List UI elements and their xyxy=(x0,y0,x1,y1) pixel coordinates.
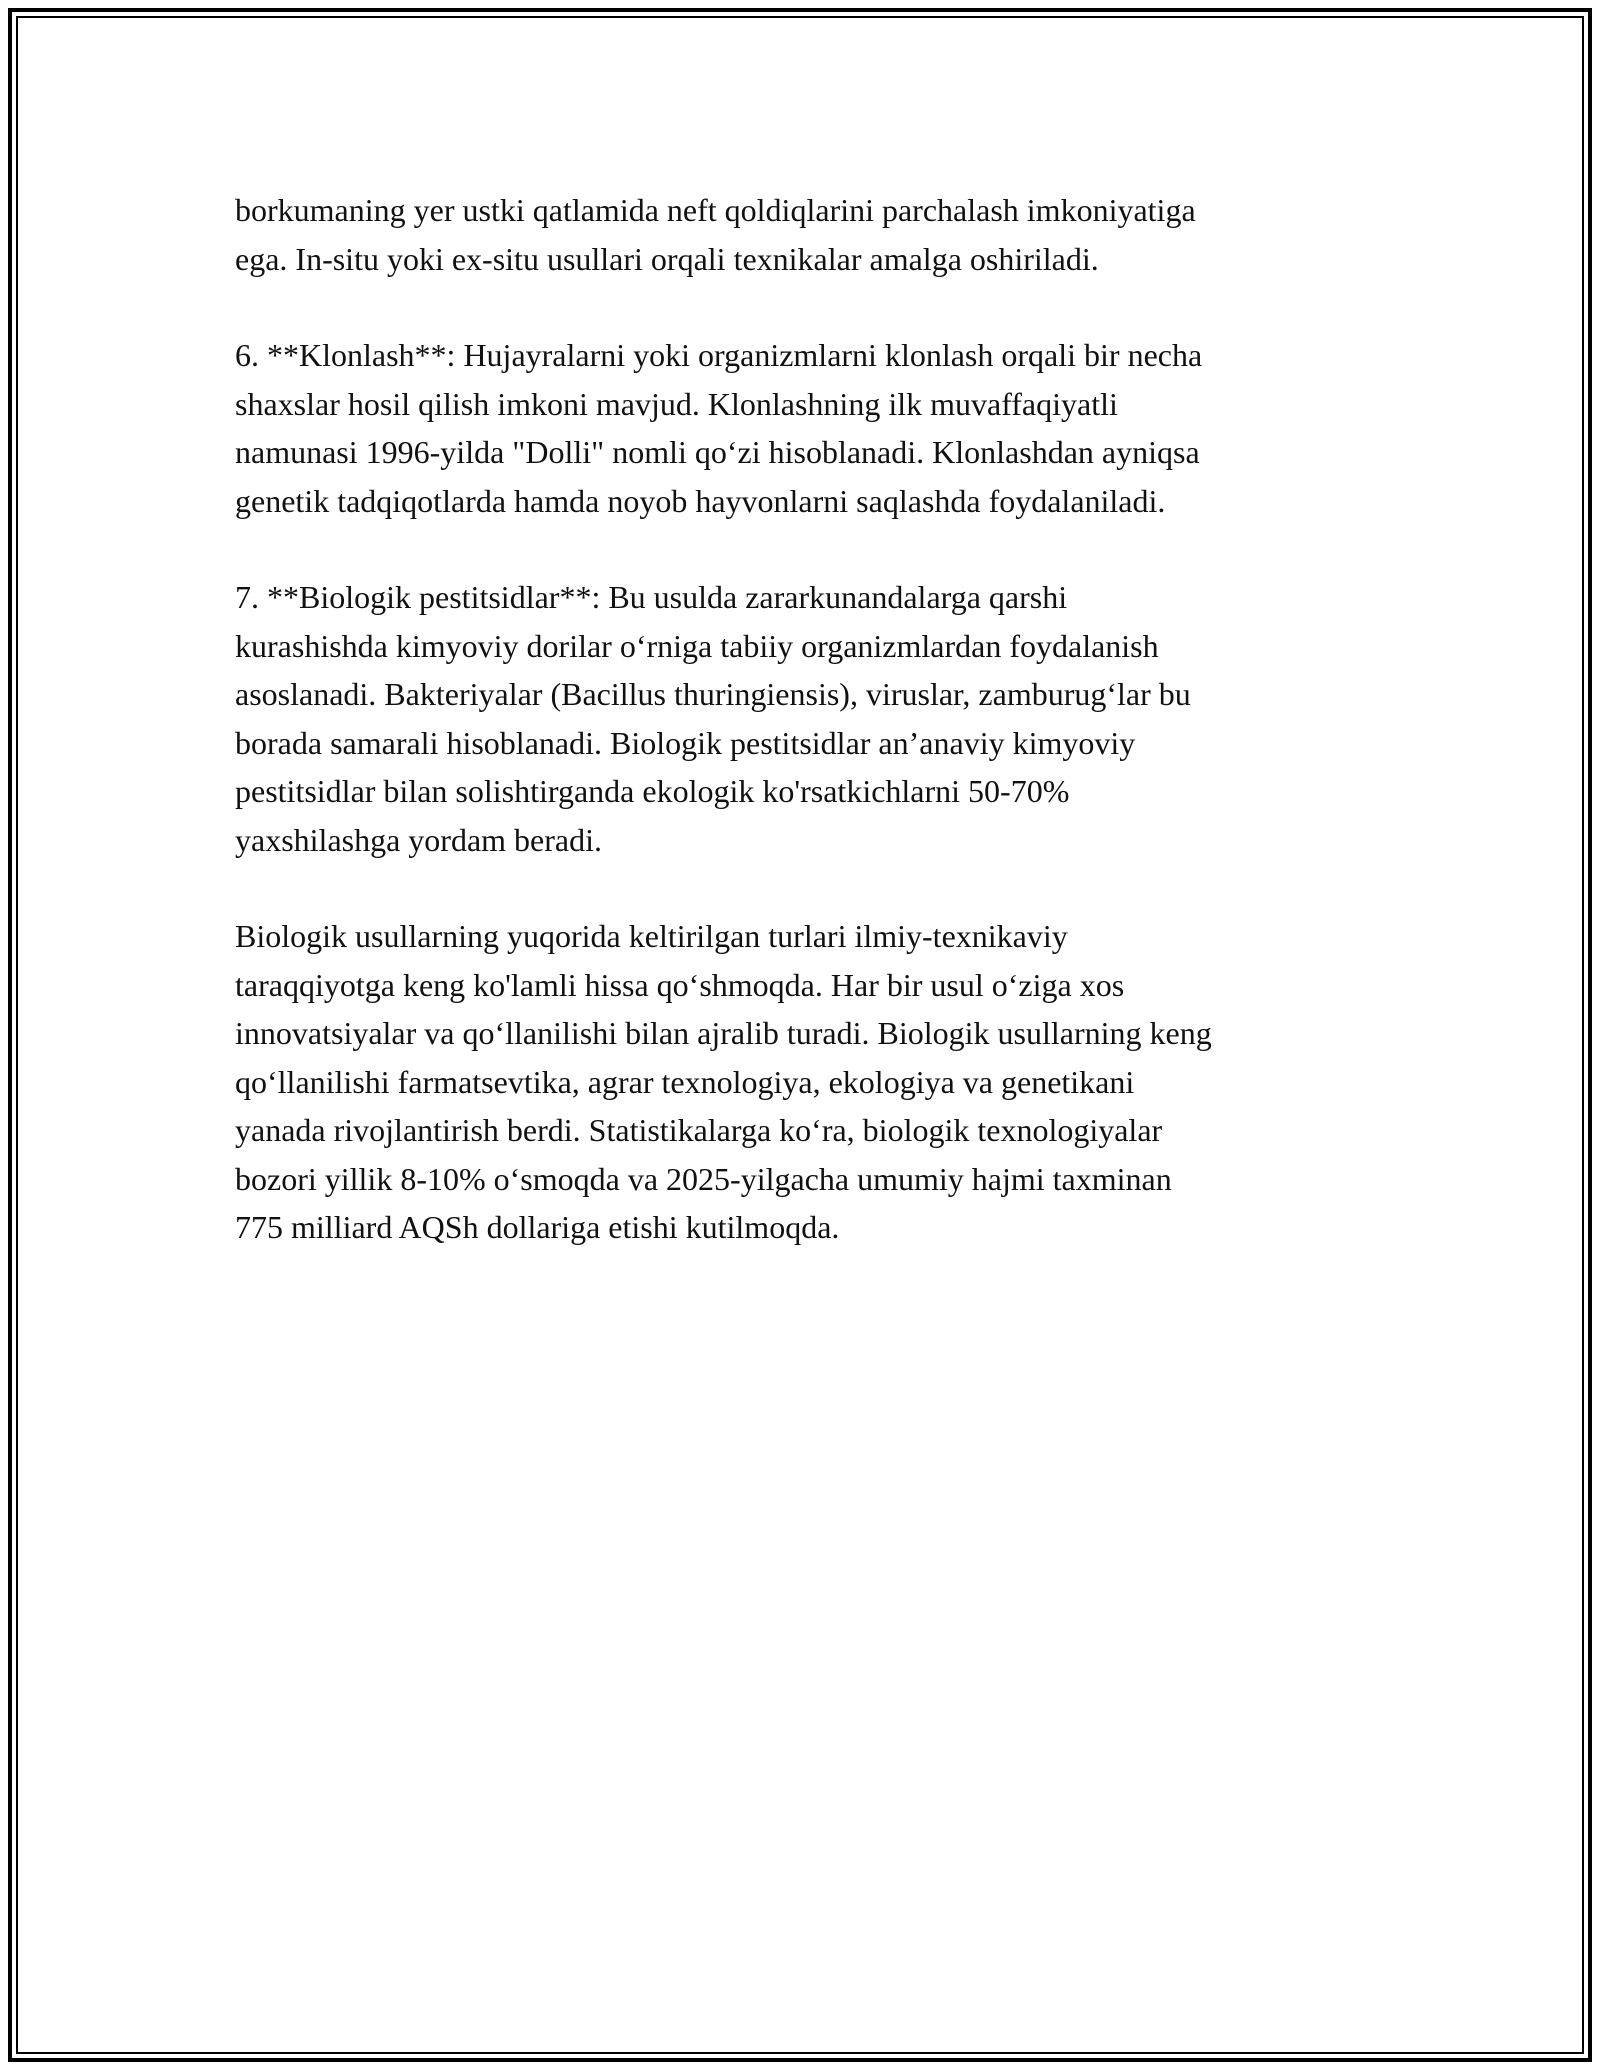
text-line: pestitsidlar bilan solishtirganda ekologik ko'rsatkichlarni 50-70% xyxy=(235,773,1070,809)
text-line: ega. In-situ yoki ex-situ usullari orqali texnikalar amalga oshiriladi. xyxy=(235,240,1099,277)
text-line: namunasi 1996-yilda "Dolli" nomli qoʻzi hisoblanadi. Klonlashdan ayniqsa xyxy=(235,434,1200,470)
text-line: borada samarali hisoblanadi. Biologik pestitsidlar an’anaviy kimyoviy xyxy=(235,724,1136,761)
text-line: taraqqiyotga keng ko'lamli hissa qoʻshmoqda. Har bir usul oʻziga xos xyxy=(235,966,1125,1003)
paragraph-cloning xyxy=(235,331,1375,525)
text-line: yaxshilashga yordam beradi. xyxy=(235,821,602,858)
text-line: qoʻllanilishi farmatsevtika, agrar texnologiya, ekologiya va genetikani xyxy=(235,1063,1135,1100)
text-line: shaxslar hosil qilish imkoni mavjud. Klonlashning ilk muvaffaqiyatli xyxy=(235,385,1118,422)
paragraph-biopesticides xyxy=(235,573,1375,864)
text-line: 7. **Biologik pestitsidlar**: Bu usulda zararkunandalarga qarshi xyxy=(235,579,1068,615)
text-line: genetik tadqiqotlarda hamda noyob hayvonlarni saqlashda foydalaniladi. xyxy=(235,482,1166,519)
paragraph-conclusion xyxy=(235,912,1375,1252)
paragraph-bioremediation-continued xyxy=(235,186,1375,283)
text-line: 6. **Klonlash**: Hujayralarni yoki organizmlarni klonlash orqali bir necha xyxy=(235,337,1203,373)
text-line: kurashishda kimyoviy dorilar oʻrniga tabiiy organizmlardan foydalanish xyxy=(235,627,1159,664)
document-body xyxy=(235,186,1375,1300)
text-line: yanada rivojlantirish berdi. Statistikalarga koʻra, biologik texnologiyalar xyxy=(235,1112,1163,1148)
text-line: bozori yillik 8-10% oʻsmoqda va 2025-yilgacha umumiy hajmi taxminan xyxy=(235,1160,1172,1197)
text-line: borkumaning yer ustki qatlamida neft qoldiqlarini parchalash imkoniyatiga xyxy=(235,192,1196,228)
text-line: Biologik usullarning yuqorida keltirilgan turlari ilmiy-texnikaviy xyxy=(235,918,1068,954)
text-line: asoslanadi. Bakteriyalar (Bacillus thuringiensis), viruslar, zamburugʻlar bu xyxy=(235,676,1191,712)
text-line: innovatsiyalar va qoʻllanilishi bilan ajralib turadi. Biologik usullarning keng xyxy=(235,1015,1212,1051)
text-line: 775 milliard AQSh dollariga etishi kutilmoqda. xyxy=(235,1209,840,1245)
